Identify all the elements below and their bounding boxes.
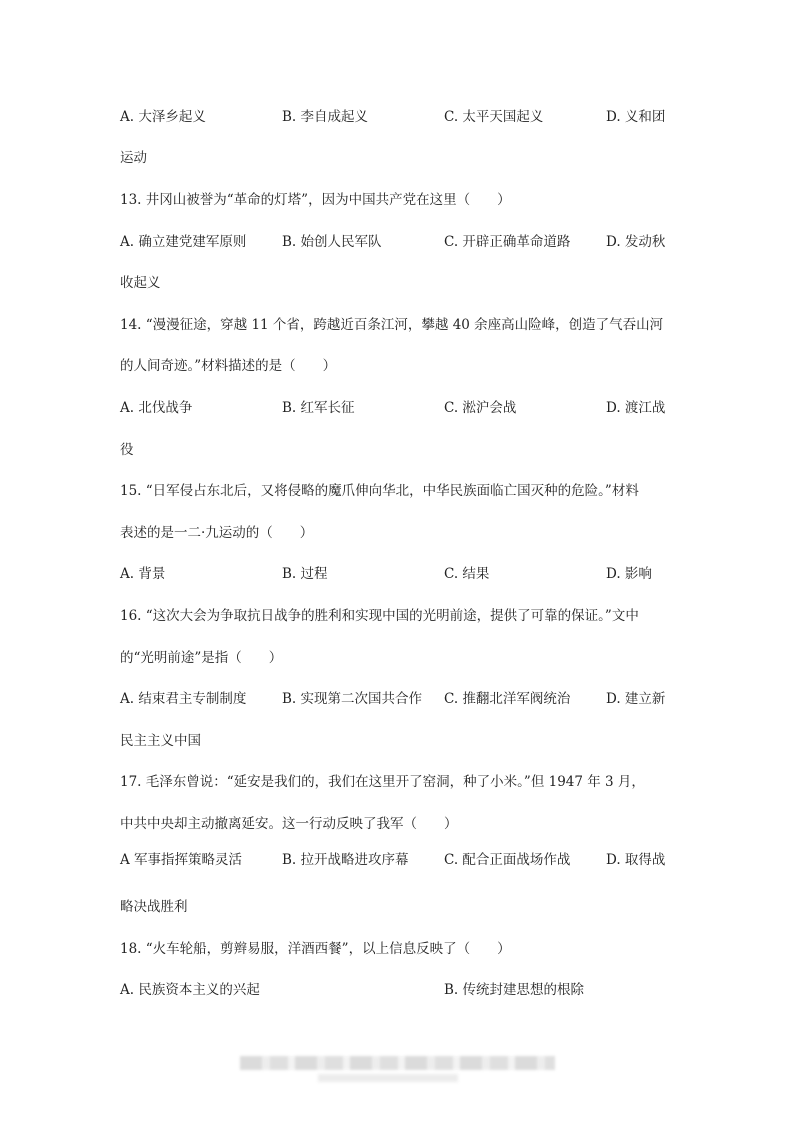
q17-option-b: B. 拉开战略进攻序幕	[282, 852, 409, 868]
q14-option-a: A. 北伐战争	[120, 400, 193, 416]
blurred-footer-sub	[318, 1074, 458, 1082]
q16-option-c: C. 推翻北洋军阀统治	[444, 691, 571, 707]
q17-option-c: C. 配合正面战场作战	[444, 852, 571, 868]
q15-stem-line1: 15. “日军侵占东北后，又将侵略的魔爪伸向华北，中华民族面临亡国灭种的危险。”材料	[120, 483, 639, 499]
q18-option-a: A. 民族资本主义的兴起	[120, 982, 260, 998]
q17-option-a: A 军事指挥策略灵活	[120, 852, 243, 868]
q14-option-c: C. 淞沪会战	[444, 400, 517, 416]
q16-option-a: A. 结束君主专制制度	[120, 691, 247, 707]
q15-option-d: D. 影响	[606, 566, 652, 582]
q15-option-a: A. 背景	[120, 566, 166, 582]
q12-option-b: B. 李自成起义	[282, 109, 369, 125]
q14-stem-line2: 的人间奇迹。”材料描述的是（ ）	[120, 358, 337, 374]
q15-option-c: C. 结果	[444, 566, 490, 582]
q17-stem-line1: 17. 毛泽东曾说：“延安是我们的，我们在这里开了窑洞，种了小米。”但 1947 年 3 月，	[120, 774, 645, 790]
q18-option-b: B. 传统封建思想的根除	[444, 982, 585, 998]
q16-stem-line1: 16. “这次大会为争取抗日战争的胜利和实现中国的光明前途，提供了可靠的保证。”文中	[120, 608, 639, 624]
q17-stem-line2: 中共中央却主动撤离延安。这一行动反映了我军（ ）	[120, 816, 458, 832]
q14-stem-line1: 14. “漫漫征途，穿越 11 个省，跨越近百条江河，攀越 40 余座高山险峰，创造了气吞山河	[120, 317, 664, 333]
q17-option-d: D. 取得战	[606, 852, 666, 868]
q13-option-d-wrap: 收起义	[120, 275, 161, 291]
q12-option-d-wrap: 运动	[120, 150, 147, 166]
q17-option-d-wrap: 略决战胜利	[120, 899, 188, 915]
q16-option-b: B. 实现第二次国共合作	[282, 691, 423, 707]
q12-option-d: D. 义和团	[606, 109, 666, 125]
q12-option-a: A. 大泽乡起义	[120, 109, 206, 125]
q13-option-b: B. 始创人民军队	[282, 234, 382, 250]
q15-stem-line2: 表述的是一二·九运动的（ ）	[120, 525, 314, 541]
q15-option-b: B. 过程	[282, 566, 328, 582]
blurred-footer	[240, 1056, 555, 1070]
q16-option-d-wrap: 民主主义中国	[120, 733, 201, 749]
q13-option-c: C. 开辟正确革命道路	[444, 234, 571, 250]
q16-option-d: D. 建立新	[606, 691, 666, 707]
q12-option-c: C. 太平天国起义	[444, 109, 544, 125]
q13-option-d: D. 发动秋	[606, 234, 666, 250]
q16-stem-line2: 的“光明前途”是指（ ）	[120, 650, 283, 666]
q14-option-d: D. 渡江战	[606, 400, 666, 416]
q18-stem: 18. “火车轮船，剪辫易服，洋酒西餐”，以上信息反映了（ ）	[120, 941, 511, 957]
q14-option-d-wrap: 役	[120, 442, 134, 458]
q13-stem: 13. 井冈山被誉为“革命的灯塔”，因为中国共产党在这里（ ）	[120, 192, 511, 208]
q14-option-b: B. 红军长征	[282, 400, 355, 416]
q13-option-a: A. 确立建党建军原则	[120, 234, 247, 250]
